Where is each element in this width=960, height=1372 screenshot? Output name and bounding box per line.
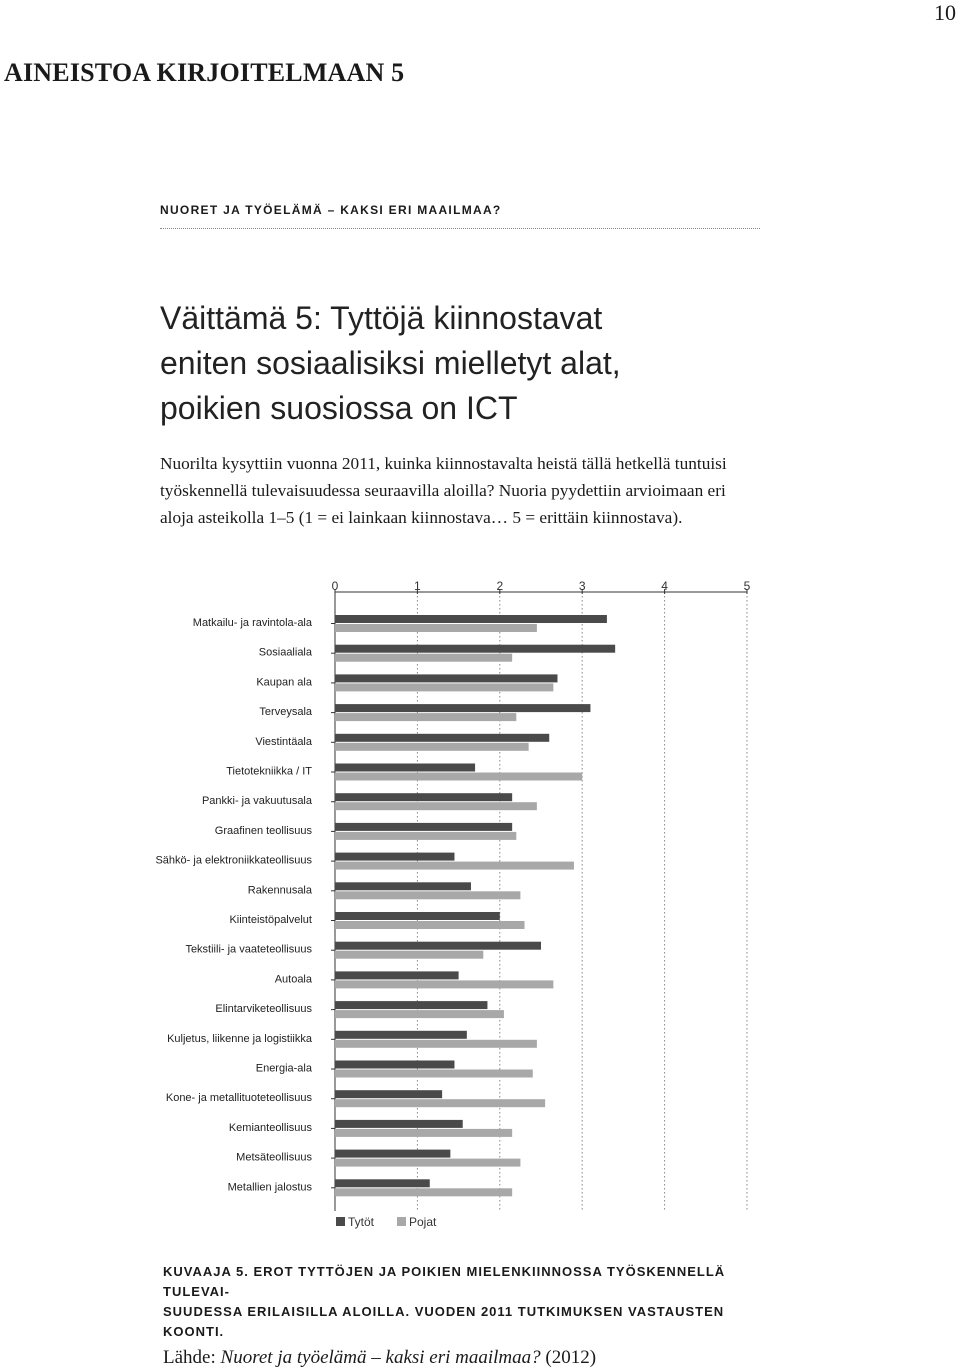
- legend-swatch: [336, 1217, 345, 1226]
- category-label: Pankki- ja vakuutusala: [201, 795, 312, 808]
- bar-girls: [335, 1179, 430, 1187]
- category-label: Graafinen teollisuus: [214, 824, 312, 837]
- category-label: Tekstiili- ja vaateteollisuus: [185, 943, 312, 956]
- bar-boys: [335, 654, 512, 662]
- bar-girls: [335, 823, 512, 831]
- bar-boys: [335, 743, 529, 751]
- page-heading: AINEISTOA KIRJOITELMAAN 5: [4, 58, 405, 87]
- intro-paragraph: Nuorilta kysyttiin vuonna 2011, kuinka kiinnostavalta heistä tällä hetkellä tuntuisi työskennellä tulevaisuudessa seuraavilla aloilla? Nuoria pyydettiin arvioimaan eri aloja asteikolla 1–5 (1 = ei lainkaan kiinnostava… 5 = erittäin kiinnostava).: [160, 454, 727, 527]
- bar-boys: [335, 1040, 537, 1048]
- source-citation: [163, 1347, 596, 1369]
- category-label: Energia-ala: [255, 1062, 312, 1075]
- x-tick-label: 0: [331, 579, 339, 593]
- bar-boys: [335, 773, 582, 781]
- category-label: Sosiaaliala: [258, 646, 312, 659]
- bar-girls: [335, 615, 607, 623]
- bar-girls: [335, 645, 615, 653]
- category-label: Matkailu- ja ravintola-ala: [192, 617, 312, 629]
- bar-girls: [335, 764, 475, 772]
- category-label: Elintarviketeollisuus: [215, 1003, 312, 1016]
- category-label: Metallien jalostus: [227, 1181, 312, 1194]
- claim-title: [160, 296, 760, 431]
- interest-bar-chart: [150, 570, 770, 1250]
- bar-girls: [335, 971, 459, 979]
- x-tick-label: 4: [661, 579, 668, 593]
- bar-boys: [335, 891, 520, 899]
- bar-boys: [335, 862, 574, 870]
- category-label: Rakennusala: [247, 884, 312, 897]
- bar-boys: [335, 951, 483, 959]
- page-number: 10: [934, 0, 956, 25]
- bar-boys: [335, 1188, 512, 1196]
- bar-girls: [335, 1031, 467, 1039]
- bar-girls: [335, 882, 471, 890]
- category-label: Kemianteollisuus: [228, 1121, 312, 1134]
- legend-label: Tytöt: [348, 1215, 375, 1229]
- x-tick-label: 5: [743, 579, 751, 593]
- category-label: Kiinteistöpalvelut: [229, 914, 312, 926]
- bar-girls: [335, 1120, 463, 1128]
- category-label: Viestintäala: [255, 735, 312, 748]
- category-label: Metsäteollisuus: [236, 1151, 312, 1164]
- category-label: Tietotekniikka / IT: [226, 765, 312, 778]
- chart-caption-line: SUUDESSA ERILAISILLA ALOILLA. VUODEN 2011 TUTKIMUKSEN VASTAUSTEN KOONTI.: [163, 1304, 725, 1339]
- bar-boys: [335, 921, 525, 929]
- bar-boys: [335, 713, 516, 721]
- source-title: Nuoret ja työelämä – kaksi eri maailmaa?: [220, 1347, 541, 1368]
- category-label: Terveysala: [259, 706, 312, 719]
- bar-boys: [335, 1159, 520, 1167]
- claim-title-line: eniten sosiaalisiksi mielletyt alat,: [160, 345, 621, 381]
- dotted-divider: [160, 228, 760, 229]
- bar-boys: [335, 980, 553, 988]
- category-label: Kone- ja metallituoteteollisuus: [165, 1092, 312, 1105]
- bar-girls: [335, 1090, 442, 1098]
- category-label: Kaupan ala: [256, 676, 312, 689]
- claim-title-line: poikien suosiossa on ICT: [160, 390, 518, 426]
- chart-caption: [163, 1262, 783, 1342]
- bar-boys: [335, 1010, 504, 1018]
- bar-boys: [335, 683, 553, 691]
- category-label: Autoala: [274, 973, 312, 986]
- bar-boys: [335, 1099, 545, 1107]
- bar-boys: [335, 1129, 512, 1137]
- bar-girls: [335, 942, 541, 950]
- bar-boys: [335, 802, 537, 810]
- source-year: (2012): [540, 1347, 597, 1368]
- bar-girls: [335, 853, 454, 861]
- x-tick-label: 2: [496, 579, 504, 593]
- legend-label: Pojat: [409, 1215, 437, 1229]
- bar-girls: [335, 674, 557, 682]
- x-tick-label: 3: [578, 579, 586, 593]
- section-label: NUORET JA TYÖELÄMÄ – KAKSI ERI MAAILMAA?: [160, 203, 502, 217]
- bar-girls: [335, 912, 500, 920]
- legend-swatch: [397, 1217, 406, 1226]
- bar-girls: [335, 1150, 450, 1158]
- bar-girls: [335, 1001, 487, 1009]
- chart-caption-line: KUVAAJA 5. EROT TYTTÖJEN JA POIKIEN MIELENKIINNOSSA TYÖSKENNELLÄ TULEVAI-: [163, 1264, 726, 1299]
- category-label: Sähkö- ja elektroniikkateollisuus: [155, 854, 312, 867]
- bar-girls: [335, 704, 590, 712]
- bar-boys: [335, 1070, 533, 1078]
- bar-boys: [335, 832, 516, 840]
- claim-title-line: Väittämä 5: Tyttöjä kiinnostavat: [160, 300, 603, 336]
- source-prefix: Lähde:: [163, 1347, 221, 1368]
- category-label: Kuljetus, liikenne ja logistiikka: [167, 1032, 312, 1045]
- bar-girls: [335, 734, 549, 742]
- bar-girls: [335, 793, 512, 801]
- x-tick-label: 1: [414, 579, 421, 593]
- bar-boys: [335, 624, 537, 632]
- bar-girls: [335, 1061, 454, 1069]
